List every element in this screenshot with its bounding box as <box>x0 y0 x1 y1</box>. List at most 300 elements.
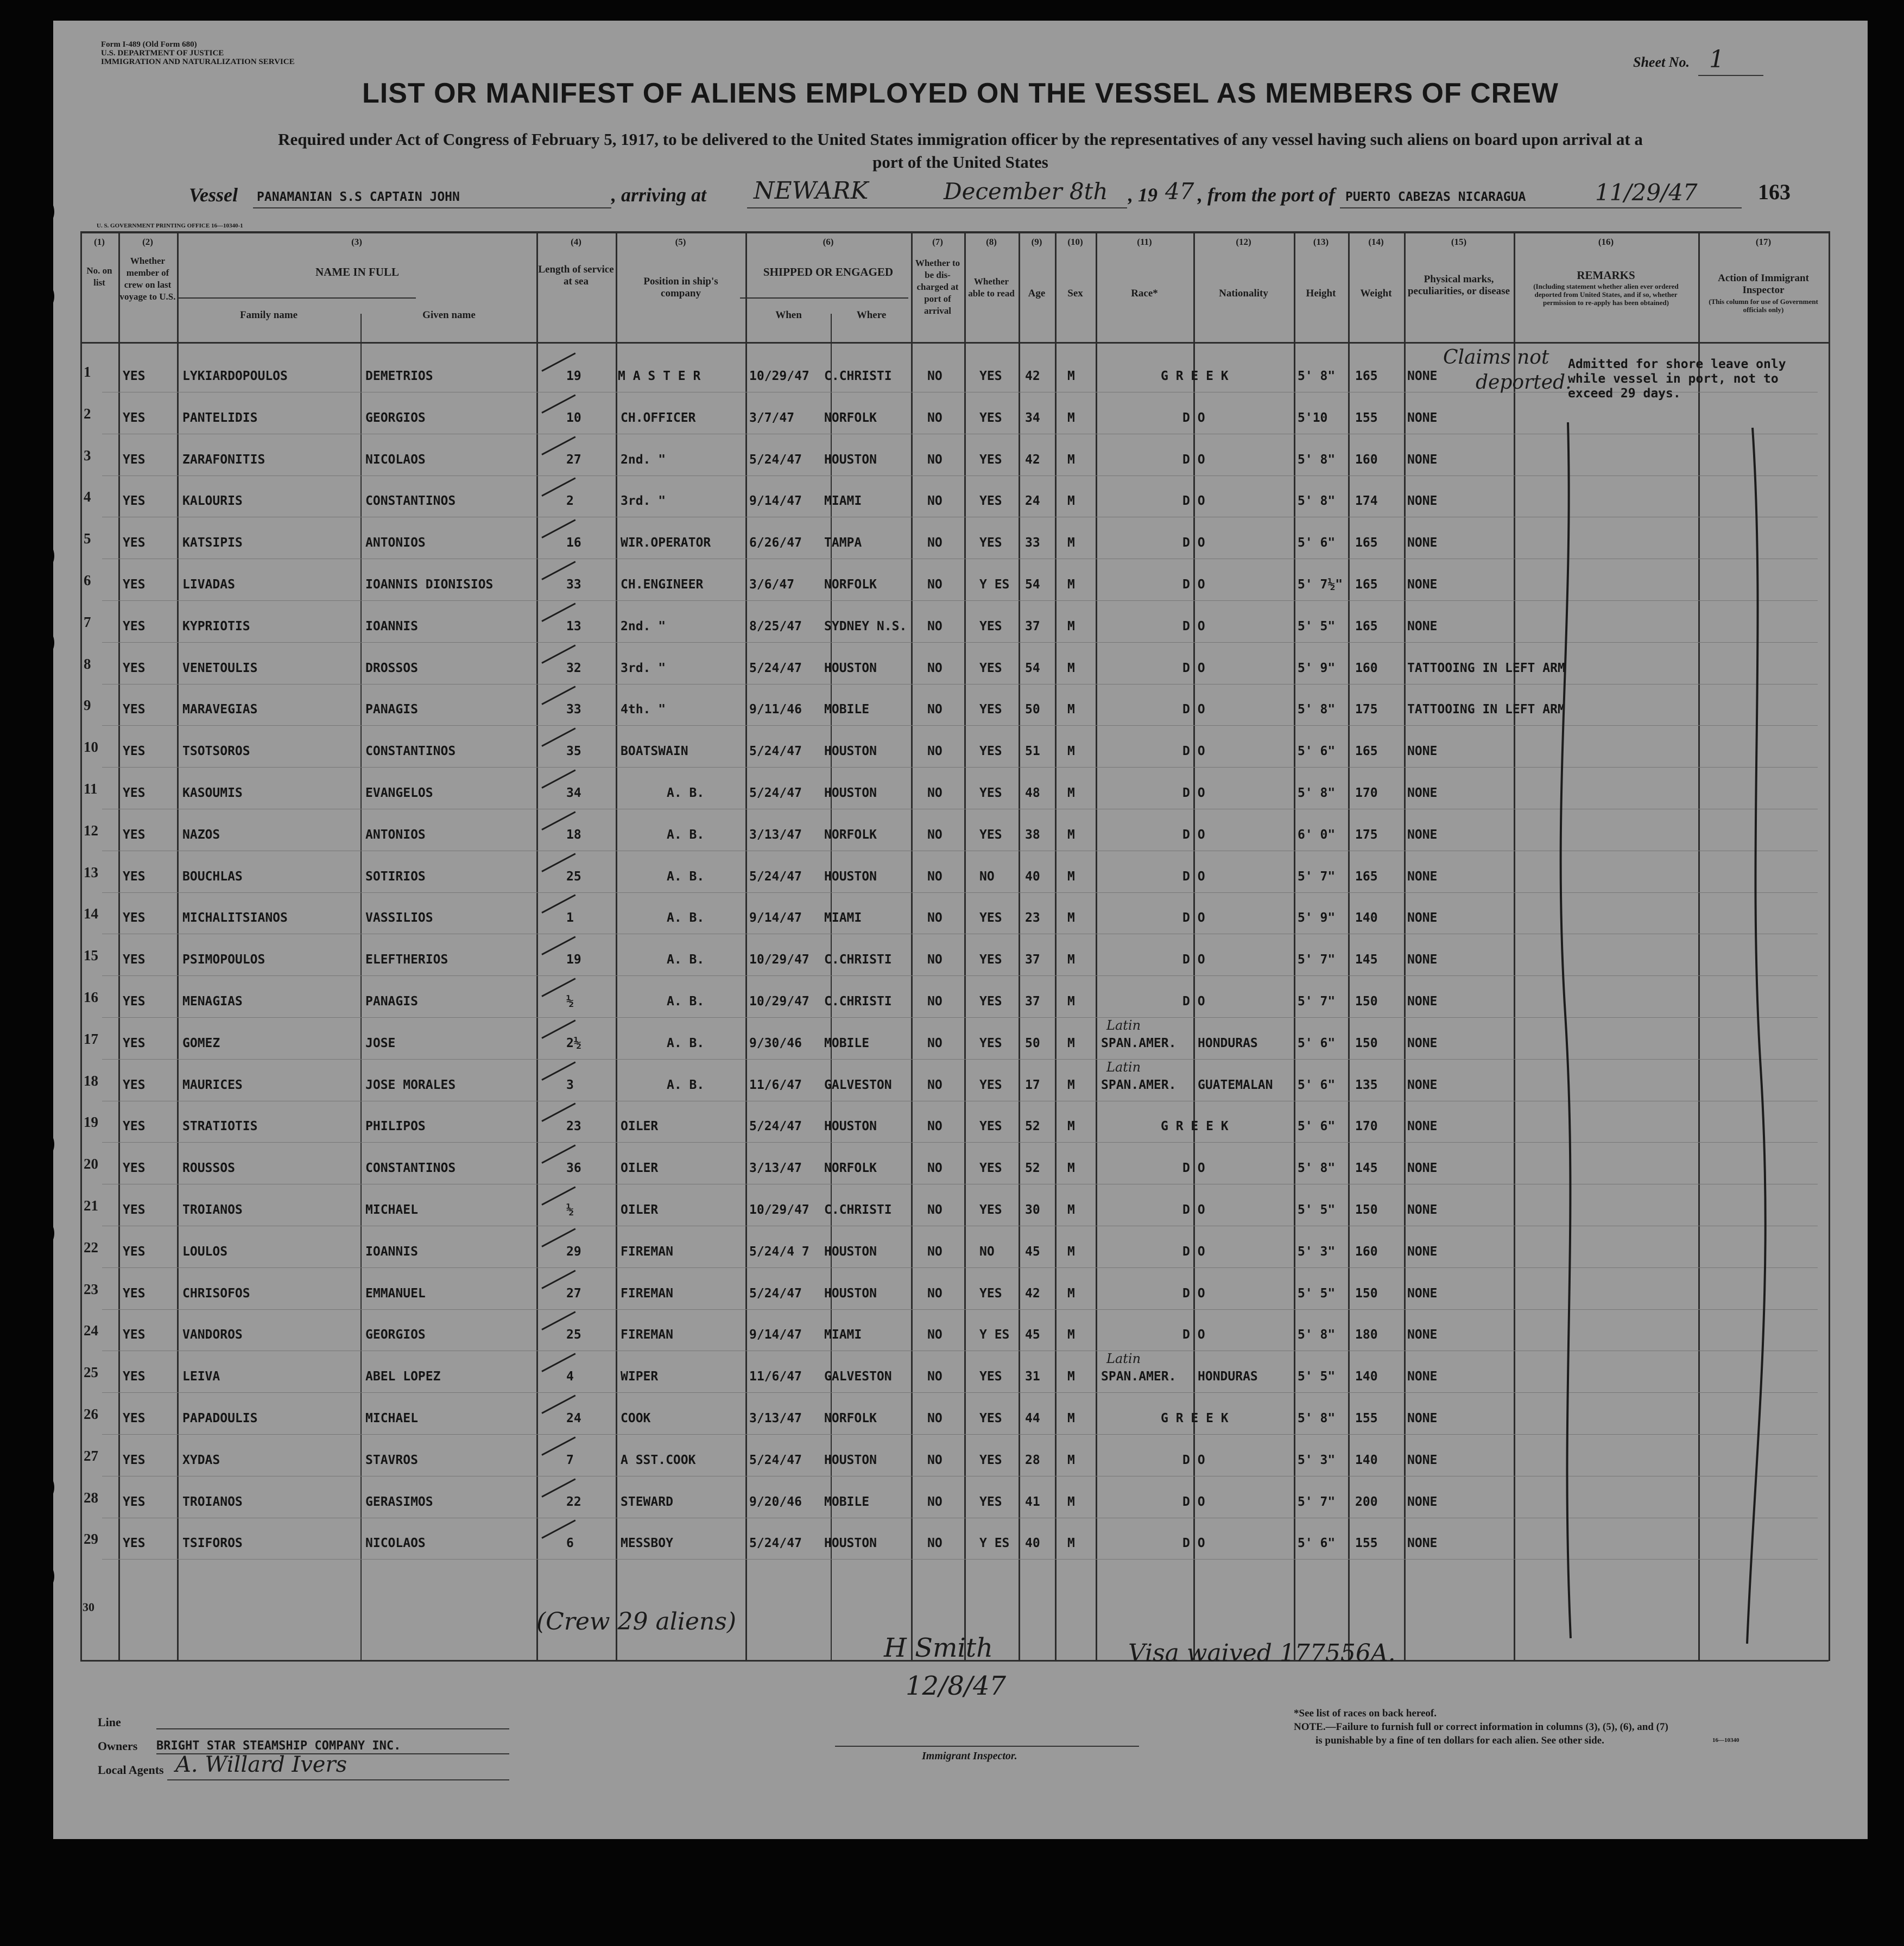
punch-hole <box>53 540 54 572</box>
sex-cell: M <box>1067 1077 1075 1092</box>
shipped-when-cell: 3/13/47 <box>749 1411 802 1425</box>
race-cell: D O <box>1182 1286 1205 1301</box>
service-cell: 1 <box>566 911 574 926</box>
discharged-cell: NO <box>927 702 942 717</box>
weight-cell: 145 <box>1355 1161 1378 1176</box>
shipped-where-cell: C.CHRISTI <box>824 369 892 383</box>
position-cell: 2nd. " <box>621 619 666 633</box>
stamp-number: 163 <box>1758 180 1791 204</box>
discharged-cell: NO <box>927 619 942 633</box>
shipped-where-cell: MOBILE <box>824 702 870 717</box>
physical-marks-cell: NONE <box>1407 1036 1438 1050</box>
col-number: (4) <box>571 237 581 247</box>
punch-hole <box>53 1471 54 1504</box>
shipped-where-cell: C.CHRISTI <box>824 994 892 1009</box>
physical-marks-cell: NONE <box>1407 1328 1438 1342</box>
col-number: (5) <box>675 237 686 247</box>
crew-cell: YES <box>123 1077 146 1092</box>
family-name-cell: MAURICES <box>182 1077 243 1092</box>
col-number: (14) <box>1368 237 1384 247</box>
sex-cell: M <box>1067 619 1075 633</box>
position-cell: A. B. <box>667 953 705 967</box>
row-number: 26 <box>84 1406 98 1422</box>
weight-cell: 155 <box>1355 410 1378 425</box>
age-cell: 54 <box>1025 661 1040 675</box>
row-number: 18 <box>84 1072 98 1089</box>
discharged-cell: NO <box>927 452 942 467</box>
able-to-read-cell: YES <box>979 1119 1002 1134</box>
sex-cell: M <box>1067 1411 1075 1425</box>
height-cell: 5'10 <box>1298 410 1328 425</box>
col-header-remarks: REMARKS <box>1577 269 1635 282</box>
service-cell: 23 <box>566 1119 581 1134</box>
col-number: (13) <box>1313 237 1329 247</box>
column-divider <box>745 231 747 1661</box>
weight-cell: 155 <box>1355 1536 1378 1551</box>
position-cell: A. B. <box>667 869 705 884</box>
shipped-when-cell: 6/26/47 <box>749 536 802 550</box>
crew-cell: YES <box>123 578 146 592</box>
sex-cell: M <box>1067 1370 1075 1384</box>
service-cell: 7 <box>566 1453 574 1467</box>
physical-marks-cell: NONE <box>1407 578 1438 592</box>
footer-line-label: Line <box>98 1715 121 1729</box>
position-cell: A. B. <box>667 786 705 800</box>
footer-form-code: 16—10340 <box>1712 1737 1739 1744</box>
family-name-cell: KASOUMIS <box>182 786 243 800</box>
given-name-cell: MICHAEL <box>365 1411 418 1425</box>
height-cell: 5' 5" <box>1298 619 1336 633</box>
row-number: 7 <box>84 613 91 630</box>
age-cell: 38 <box>1025 827 1040 842</box>
given-name-cell: IOANNIS <box>365 1244 418 1259</box>
col-header-inspector-note: (This column for use of Government officials only) <box>1709 297 1818 314</box>
weight-cell: 180 <box>1355 1328 1378 1342</box>
physical-marks-cell: NONE <box>1407 1077 1438 1092</box>
remarks-typed <box>1568 357 1786 401</box>
family-name-cell: XYDAS <box>182 1453 220 1467</box>
age-cell: 37 <box>1025 953 1040 967</box>
physical-marks-cell: TATTOOING IN LEFT ARM <box>1407 702 1565 717</box>
sex-cell: M <box>1067 1536 1075 1551</box>
weight-cell: 170 <box>1355 786 1378 800</box>
shipped-where-cell: GALVESTON <box>824 1370 892 1384</box>
race-cell: D O <box>1182 1453 1205 1467</box>
given-name-cell: ANTONIOS <box>365 536 426 550</box>
given-name-cell: GERASIMOS <box>365 1494 433 1509</box>
given-name-cell: CONSTANTINOS <box>365 1161 456 1176</box>
able-to-read-cell: YES <box>979 1411 1002 1425</box>
service-cell: 33 <box>566 702 581 717</box>
arrival-year: 47 <box>1165 178 1194 205</box>
arriving-label: , arriving at <box>611 184 707 206</box>
column-divider <box>1096 231 1097 1661</box>
shipped-when-cell: 3/6/47 <box>749 578 795 592</box>
family-name-cell: ROUSSOS <box>182 1161 235 1176</box>
crew-cell: YES <box>123 619 146 633</box>
shipped-when-cell: 8/25/47 <box>749 619 802 633</box>
shipped-when-cell: 10/29/47 <box>749 953 809 967</box>
shipped-where-cell: HOUSTON <box>824 1536 877 1551</box>
punch-hole <box>53 280 54 313</box>
able-to-read-cell: YES <box>979 369 1002 383</box>
service-cell: 10 <box>566 410 581 425</box>
discharged-cell: NO <box>927 911 942 926</box>
height-cell: 5' 5" <box>1298 1203 1336 1217</box>
age-cell: 52 <box>1025 1119 1040 1134</box>
able-to-read-cell: YES <box>979 702 1002 717</box>
column-divider <box>177 231 179 1661</box>
shipped-where-cell: MOBILE <box>824 1036 870 1050</box>
shipped-where-cell: HOUSTON <box>824 661 877 675</box>
race-cell: D O <box>1182 1203 1205 1217</box>
weight-cell: 140 <box>1355 911 1378 926</box>
able-to-read-cell: Y ES <box>979 578 1010 592</box>
family-name-cell: MARAVEGIAS <box>182 702 258 717</box>
position-cell: FIREMAN <box>621 1244 673 1259</box>
row-number: 27 <box>84 1447 98 1464</box>
name-subheader-line <box>177 297 416 299</box>
family-name-cell: PSIMOPOULOS <box>182 953 265 967</box>
given-name-cell: ABEL LOPEZ <box>365 1370 441 1384</box>
position-cell: A. B. <box>667 994 705 1009</box>
able-to-read-cell: YES <box>979 953 1002 967</box>
family-name-cell: LYKIARDOPOULOS <box>182 369 288 383</box>
shipped-when-cell: 5/24/47 <box>749 1286 802 1301</box>
weight-cell: 135 <box>1355 1077 1378 1092</box>
discharged-cell: NO <box>927 1244 942 1259</box>
column-divider <box>911 231 913 1661</box>
discharged-cell: NO <box>927 994 942 1009</box>
row-number: 15 <box>84 947 98 964</box>
shipped-where-cell: SYDNEY N.S. <box>824 619 907 633</box>
shipped-where-cell: NORFOLK <box>824 410 877 425</box>
race-cell: SPAN.AMER. <box>1101 1036 1176 1050</box>
service-cell: 3 <box>566 1077 574 1092</box>
row-number: 28 <box>84 1489 98 1506</box>
crew-cell: YES <box>123 1161 146 1176</box>
age-cell: 40 <box>1025 1536 1040 1551</box>
discharged-cell: NO <box>927 578 942 592</box>
footer-note: NOTE.—Failure to furnish full or correct information in columns (3), (5), (6), and (7) <box>1294 1721 1668 1733</box>
sex-cell: M <box>1067 827 1075 842</box>
col-number: (6) <box>823 237 834 247</box>
inspector-signature-label: Immigrant Inspector. <box>922 1750 1017 1762</box>
weight-cell: 165 <box>1355 869 1378 884</box>
discharged-cell: NO <box>927 1119 942 1134</box>
sheet-number-value: 1 <box>1709 46 1724 73</box>
family-name-cell: VANDOROS <box>182 1328 243 1342</box>
able-to-read-cell: YES <box>979 452 1002 467</box>
shipped-where-cell: MIAMI <box>824 494 862 509</box>
crew-count-note: (Crew 29 aliens) <box>536 1608 737 1636</box>
sex-cell: M <box>1067 702 1075 717</box>
shipped-when-cell: 10/29/47 <box>749 1203 809 1217</box>
col-header-when: When <box>775 309 802 321</box>
discharged-cell: NO <box>927 1411 942 1425</box>
age-cell: 30 <box>1025 1203 1040 1217</box>
year-prefix: , 19 <box>1128 184 1157 206</box>
physical-marks-cell: TATTOOING IN LEFT ARM <box>1407 661 1565 675</box>
department-name: U.S. DEPARTMENT OF JUSTICE <box>101 49 224 58</box>
height-cell: 5' 8" <box>1298 452 1336 467</box>
race-cell: D O <box>1182 452 1205 467</box>
col-header-length-of-service: Length of service at sea <box>538 264 614 287</box>
col-header-sex: Sex <box>1067 288 1083 299</box>
discharged-cell: NO <box>927 786 942 800</box>
shipped-when-cell: 5/24/47 <box>749 869 802 884</box>
family-name-cell: ZARAFONITIS <box>182 452 265 467</box>
shipped-where-cell: HOUSTON <box>824 1453 877 1467</box>
service-cell: 19 <box>566 369 581 383</box>
col-header-crew-last-voyage: Whether member of crew on last voyage to U.S. <box>119 256 176 302</box>
service-cell: 25 <box>566 869 581 884</box>
height-cell: 5' 6" <box>1298 1119 1336 1134</box>
visa-waived-note: Visa waived 177556A. <box>1128 1639 1396 1667</box>
row-number: 14 <box>84 905 98 922</box>
column-divider <box>1829 231 1830 1661</box>
able-to-read-cell: Y ES <box>979 1536 1010 1551</box>
footer-note: *See list of races on back hereof. <box>1294 1708 1437 1719</box>
shipped-when-cell: 9/30/46 <box>749 1036 802 1050</box>
race-cell: D O <box>1182 911 1205 926</box>
sex-cell: M <box>1067 452 1075 467</box>
crew-cell: YES <box>123 702 146 717</box>
age-cell: 42 <box>1025 1286 1040 1301</box>
shipped-when-cell: 9/20/46 <box>749 1494 802 1509</box>
age-cell: 40 <box>1025 869 1040 884</box>
age-cell: 24 <box>1025 494 1040 509</box>
service-cell: 25 <box>566 1328 581 1342</box>
service-cell: 27 <box>566 1286 581 1301</box>
service-cell: 35 <box>566 744 581 759</box>
column-divider <box>536 231 538 1661</box>
crew-cell: YES <box>123 953 146 967</box>
race-cell: SPAN.AMER. <box>1101 1077 1176 1092</box>
physical-marks-cell: NONE <box>1407 410 1438 425</box>
service-cell: ½ <box>566 1203 574 1217</box>
family-name-cell: CHRISOFOS <box>182 1286 250 1301</box>
form-number: Form I-489 (Old Form 680) <box>101 40 197 49</box>
able-to-read-cell: YES <box>979 494 1002 509</box>
shipped-when-cell: 5/24/47 <box>749 744 802 759</box>
race-cell: D O <box>1182 1161 1205 1176</box>
page-subtitle <box>86 128 1835 174</box>
race-cell: D O <box>1182 953 1205 967</box>
sex-cell: M <box>1067 1328 1075 1342</box>
physical-marks-cell: NONE <box>1407 1161 1438 1176</box>
table-top-border <box>80 231 1829 233</box>
race-cell: D O <box>1182 619 1205 633</box>
footer-note: is punishable by a fine of ten dollars for each alien. See other side. <box>1315 1735 1604 1746</box>
service-cell: 6 <box>566 1536 574 1551</box>
sex-cell: M <box>1067 1244 1075 1259</box>
service-cell: 13 <box>566 619 581 633</box>
shipped-where-cell: C.CHRISTI <box>824 1203 892 1217</box>
physical-marks-cell: NONE <box>1407 1203 1438 1217</box>
shipped-when-cell: 5/24/47 <box>749 786 802 800</box>
manifest-sheet <box>53 21 1868 1839</box>
discharged-cell: NO <box>927 1036 942 1050</box>
sex-cell: M <box>1067 869 1075 884</box>
given-name-cell: STAVROS <box>365 1453 418 1467</box>
row-number: 30 <box>83 1600 94 1614</box>
row-number: 25 <box>84 1364 98 1381</box>
discharged-cell: NO <box>927 1077 942 1092</box>
sex-cell: M <box>1067 1494 1075 1509</box>
age-cell: 17 <box>1025 1077 1040 1092</box>
nationality-cell: GUATEMALAN <box>1198 1077 1273 1092</box>
age-cell: 45 <box>1025 1244 1040 1259</box>
sex-cell: M <box>1067 661 1075 675</box>
family-name-cell: LEIVA <box>182 1370 220 1384</box>
row-number: 19 <box>84 1114 98 1131</box>
service-cell: ½ <box>566 994 574 1009</box>
given-name-cell: DROSSOS <box>365 661 418 675</box>
height-cell: 5' 9" <box>1298 661 1336 675</box>
weight-cell: 165 <box>1355 578 1378 592</box>
physical-marks-cell: NONE <box>1407 911 1438 926</box>
height-cell: 5' 5" <box>1298 1286 1336 1301</box>
shipped-where-cell: NORFOLK <box>824 578 877 592</box>
row-number: 12 <box>84 822 98 839</box>
column-divider <box>118 231 120 1661</box>
col-number: (1) <box>94 237 105 247</box>
able-to-read-cell: YES <box>979 1077 1002 1092</box>
footer-owners-value: BRIGHT STAR STEAMSHIP COMPANY INC. <box>156 1739 401 1753</box>
discharged-cell: NO <box>927 536 942 550</box>
race-cell: G R E E K <box>1161 369 1229 383</box>
row-number: 16 <box>84 989 98 1005</box>
family-name-cell: MENAGIAS <box>182 994 243 1009</box>
weight-cell: 160 <box>1355 661 1378 675</box>
age-cell: 50 <box>1025 1036 1040 1050</box>
shipped-when-cell: 5/24/4 7 <box>749 1244 809 1259</box>
footer-line-underline <box>156 1728 509 1729</box>
service-cell: 27 <box>566 452 581 467</box>
crew-cell: YES <box>123 1036 146 1050</box>
subtitle-line: Required under Act of Congress of February 5, 1917, to be delivered to the United States immigration officer by the representatives of any vessel having such aliens on board upon arrival at a <box>278 130 1643 149</box>
remarks-line: Admitted for shore leave only <box>1568 357 1786 371</box>
service-cell: 18 <box>566 827 581 842</box>
able-to-read-cell: YES <box>979 1494 1002 1509</box>
age-cell: 37 <box>1025 619 1040 633</box>
crew-cell: YES <box>123 1328 146 1342</box>
given-name-cell: GEORGIOS <box>365 1328 426 1342</box>
height-cell: 5' 8" <box>1298 786 1336 800</box>
row-number: 3 <box>84 447 91 464</box>
page-title: LIST OR MANIFEST OF ALIENS EMPLOYED ON THE VESSEL AS MEMBERS OF CREW <box>362 78 1559 109</box>
inspector-signature-line <box>835 1746 1139 1747</box>
row-number: 17 <box>84 1030 98 1047</box>
given-name-cell: PANAGIS <box>365 702 418 717</box>
physical-marks-cell: NONE <box>1407 827 1438 842</box>
weight-cell: 145 <box>1355 953 1378 967</box>
column-divider <box>1019 231 1020 1661</box>
race-cell: G R E E K <box>1161 1411 1229 1425</box>
age-cell: 50 <box>1025 702 1040 717</box>
shipped-when-cell: 5/24/47 <box>749 1119 802 1134</box>
ditto-lines <box>1514 417 1818 1655</box>
given-name-cell: NICOLAOS <box>365 452 426 467</box>
position-cell: COOK <box>621 1411 651 1425</box>
weight-cell: 165 <box>1355 536 1378 550</box>
col-number: (15) <box>1451 237 1467 247</box>
nationality-cell: HONDURAS <box>1198 1370 1258 1384</box>
physical-marks-cell: NONE <box>1407 1536 1438 1551</box>
col-header-given-name: Given name <box>422 309 476 321</box>
height-cell: 5' 3" <box>1298 1453 1336 1467</box>
height-cell: 5' 6" <box>1298 1036 1336 1050</box>
shipped-when-cell: 5/24/47 <box>749 1453 802 1467</box>
col-header-discharged: Whether to be dis-charged at port of arrival <box>915 258 960 316</box>
physical-marks-cell: NONE <box>1407 1119 1438 1134</box>
age-cell: 45 <box>1025 1328 1040 1342</box>
physical-marks-cell: NONE <box>1407 619 1438 633</box>
column-divider <box>616 231 617 1661</box>
race-handwritten-note: Latin <box>1106 1017 1141 1033</box>
height-cell: 5' 9" <box>1298 911 1336 926</box>
given-name-cell: IOANNIS <box>365 619 418 633</box>
discharged-cell: NO <box>927 869 942 884</box>
weight-cell: 174 <box>1355 494 1378 509</box>
given-name-cell: SOTIRIOS <box>365 869 426 884</box>
col-header-where: Where <box>856 309 887 321</box>
sex-cell: M <box>1067 578 1075 592</box>
able-to-read-cell: YES <box>979 1036 1002 1050</box>
column-divider <box>80 231 82 1661</box>
sex-cell: M <box>1067 1119 1075 1134</box>
discharged-cell: NO <box>927 1161 942 1176</box>
col-header-able-to-read: Whether able to read <box>968 276 1015 299</box>
age-cell: 42 <box>1025 369 1040 383</box>
discharged-cell: NO <box>927 661 942 675</box>
physical-marks-cell: NONE <box>1407 452 1438 467</box>
shipped-where-cell: NORFOLK <box>824 1161 877 1176</box>
age-cell: 33 <box>1025 536 1040 550</box>
family-name-cell: NAZOS <box>182 827 220 842</box>
race-cell: D O <box>1182 744 1205 759</box>
crew-cell: YES <box>123 452 146 467</box>
sex-cell: M <box>1067 911 1075 926</box>
row-number: 11 <box>84 781 98 797</box>
family-name-cell: PAPADOULIS <box>182 1411 258 1425</box>
shipped-when-cell: 10/29/47 <box>749 994 809 1009</box>
shipped-where-cell: MIAMI <box>824 911 862 926</box>
given-name-cell: CONSTANTINOS <box>365 744 456 759</box>
shipped-when-cell: 3/13/47 <box>749 1161 802 1176</box>
header-bottom-border <box>80 342 1829 344</box>
discharged-cell: NO <box>927 1328 942 1342</box>
service-name: IMMIGRATION AND NATURALIZATION SERVICE <box>101 58 295 66</box>
race-cell: D O <box>1182 786 1205 800</box>
shipped-when-cell: 3/13/47 <box>749 827 802 842</box>
race-cell: G R E E K <box>1161 1119 1229 1134</box>
footer-agents-value: A. Willard Ivers <box>175 1752 347 1777</box>
sex-cell: M <box>1067 953 1075 967</box>
family-name-cell: STRATIOTIS <box>182 1119 258 1134</box>
height-cell: 5' 8" <box>1298 702 1336 717</box>
family-name-cell: KYPRIOTIS <box>182 619 250 633</box>
col-header-position: Position in ship's company <box>643 276 718 299</box>
weight-cell: 175 <box>1355 827 1378 842</box>
row-number: 24 <box>84 1322 98 1339</box>
race-handwritten-note: Latin <box>1106 1059 1141 1075</box>
crew-cell: YES <box>123 1536 146 1551</box>
shipped-subheader-line <box>740 297 908 299</box>
able-to-read-cell: YES <box>979 1370 1002 1384</box>
shipped-where-cell: NORFOLK <box>824 827 877 842</box>
